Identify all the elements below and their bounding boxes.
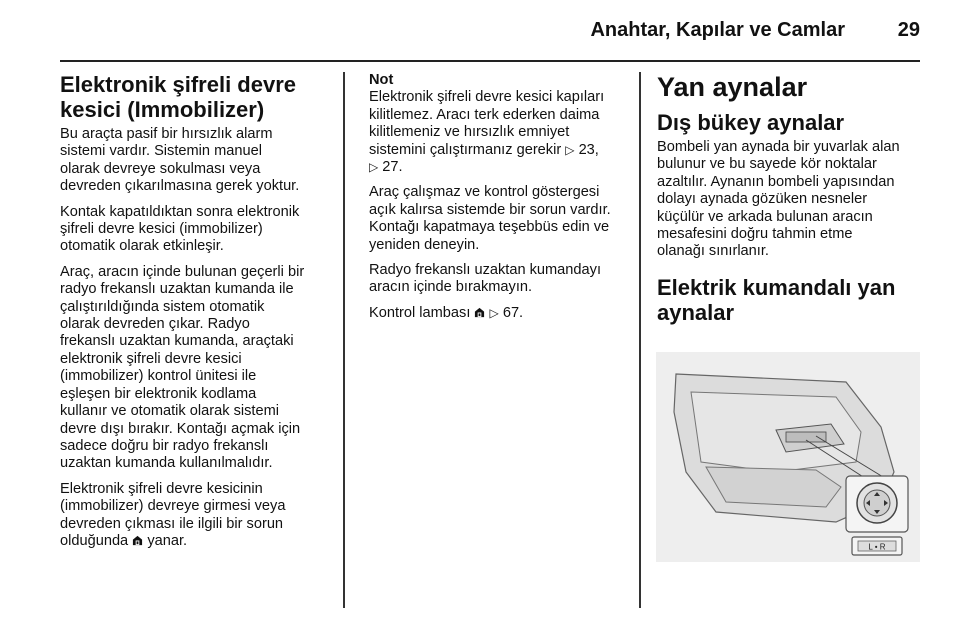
page-reference-icon: ▷	[369, 160, 379, 175]
immobilizer-warning-icon	[474, 307, 485, 318]
door-mirror-control-figure	[656, 352, 920, 562]
page-reference-link[interactable]: 23,	[578, 141, 599, 158]
header-rule	[60, 60, 920, 62]
column-divider-2	[639, 72, 641, 608]
paragraph-fault: Araç çalışmaz ve kontrol göstergesi açık kalırsa sistemde bir sorun vardır. Kontağı kapatmaya teşebbüs edin ve yeniden deneyin.	[369, 184, 611, 253]
page-number: 29	[897, 19, 920, 41]
door-panel-illustration	[656, 352, 920, 562]
column-divider-1	[343, 72, 345, 608]
page-reference-icon: ▷	[489, 305, 499, 320]
running-title: Anahtar, Kapılar ve Camlar	[590, 19, 845, 41]
page-header	[60, 14, 920, 62]
subheading-electric-mirrors: Elektrik kumandalı yan aynalar	[657, 274, 896, 325]
column-3	[657, 72, 923, 329]
paragraph-convex: Bombeli yan aynada bir yuvarlak alan bulunur ve bu sayede kör noktalar azaltılır. Aynanın bombeli yapısından dolayı aynada gözüken nesneler küçülür ve arkada bulunan aracın mesafesini doğru tahmin etme olanağı sınırlanır.	[657, 139, 900, 260]
chapter-heading: Yan aynalar	[657, 72, 808, 102]
paragraph-4: Elektronik şifreli devre kesicinin (immobilizer) devreye girmesi veya devreden çıkması ile ilgili bir sorun olduğunda yanar.	[60, 480, 286, 549]
mirror-switch-label: L • R	[868, 542, 886, 552]
section-heading-immobilizer: Elektronik şifreli devre kesici (Immobilizer)	[60, 72, 296, 122]
page-reference-link[interactable]: 27.	[382, 159, 403, 176]
note-title: Not	[369, 72, 394, 88]
paragraph-remote: Radyo frekanslı uzaktan kumandayı aracın içinde bırakmayın.	[369, 262, 602, 296]
paragraph-1: Bu araçta pasif bir hırsızlık alarm sistemi vardır. Sistemin manuel olarak devreye sokulması veya devreden çıkarılmasına gerek yoktur.	[60, 126, 300, 195]
subheading-convex-mirrors: Dış bükey aynalar	[657, 110, 845, 135]
page-reference-icon: ▷	[565, 142, 575, 157]
column-2	[369, 72, 631, 330]
paragraph-lamp: Kontrol lambası ▷ 67.	[369, 304, 524, 321]
note-box: Not Elektronik şifreli devre kesici kapıları kilitlemez. Aracı terk ederken daima kilitlemeniz ve hırsızlık emniyet sistemini çalıştırmanız gerekir ▷ 23, ▷ 27.	[369, 72, 631, 176]
page-reference-link[interactable]: 67.	[502, 304, 524, 321]
paragraph-3: Araç, aracın içinde bulunan geçerli bir radyo frekanslı uzaktan kumanda ile çalıştırıldığında sistem otomatik olarak devreden çıkar. Radyo frekanslı uzaktan kumanda, araçtaki elektronik şifreli devre kesici (immobilizer) kontrol ünitesi ile eşleşen bir elektronik kodlama kullanır ve otomatik olarak sistemi devre dışı bırakır. Kontağı açmak için sadece doğru bir radyo frekanslı uzaktan kumanda kullanılmalıdır.	[60, 263, 305, 472]
paragraph-2: Kontak kapatıldıktan sonra elektronik şifreli devre kesici (immobilizer) otomatik olarak etkinleşir.	[60, 203, 300, 255]
column-1	[60, 72, 336, 558]
immobilizer-warning-icon	[132, 535, 143, 546]
